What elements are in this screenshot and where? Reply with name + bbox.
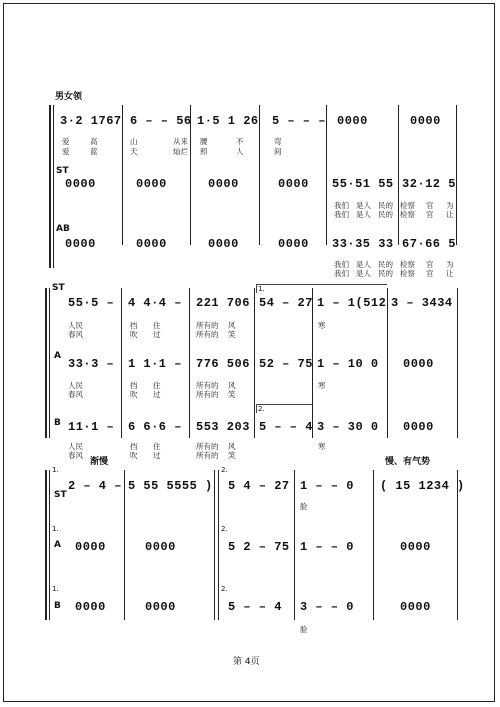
lyric: 是人 bbox=[356, 201, 371, 210]
st-m4: 0000 bbox=[278, 177, 309, 191]
lyric: 住 bbox=[153, 442, 161, 451]
volta-number: 1. bbox=[52, 466, 59, 474]
a-m4: 52 – 75 bbox=[259, 357, 313, 371]
lyric: 是人 bbox=[356, 269, 371, 278]
lyric: 脸 bbox=[300, 502, 308, 511]
lyric: 挡 bbox=[130, 321, 138, 330]
barline bbox=[398, 105, 399, 245]
system-bracket bbox=[45, 470, 47, 620]
st-m1: 0000 bbox=[65, 177, 96, 191]
lyric: 笑 bbox=[228, 451, 236, 460]
lyric: 寒 bbox=[318, 442, 326, 451]
lyric: 灿烂 bbox=[173, 147, 188, 156]
volta-number: 1. bbox=[52, 585, 59, 593]
lyric: 挡 bbox=[130, 381, 138, 390]
volta-number: 2. bbox=[221, 525, 228, 533]
a-m5: 0000 bbox=[400, 540, 431, 554]
lead-m5: 0000 bbox=[337, 114, 368, 128]
lyric: 风 bbox=[228, 321, 236, 330]
barline bbox=[218, 470, 219, 620]
voice-label-a: A bbox=[54, 540, 61, 550]
a-m2: 0000 bbox=[145, 540, 176, 554]
lyric: 过 bbox=[153, 330, 161, 339]
b-m4: 5 – – 4 bbox=[259, 420, 313, 434]
lyric: 官 bbox=[426, 201, 434, 210]
b-m2: 6 6·6 – bbox=[128, 420, 182, 434]
voice-label-b: B bbox=[54, 418, 61, 428]
lyric: 吹 bbox=[130, 390, 138, 399]
ab-m3: 0000 bbox=[208, 237, 239, 251]
b-m6: 0000 bbox=[403, 420, 434, 434]
lyric: 所有的 bbox=[196, 381, 219, 390]
st-m4: 1 – – 0 bbox=[300, 479, 354, 493]
lyric: 住 bbox=[153, 321, 161, 330]
barline bbox=[387, 288, 388, 438]
st-m1: 2 – 4 – bbox=[68, 479, 122, 493]
lead-m1: 3·2 1767 bbox=[60, 114, 122, 128]
lyric: 春风 bbox=[68, 390, 83, 399]
b-m1: 0000 bbox=[75, 600, 106, 614]
b-m3: 5 – – 4 bbox=[228, 600, 282, 614]
a-m3: 776 506 bbox=[196, 357, 250, 371]
system-barline-start bbox=[49, 288, 50, 438]
lyric: 笑 bbox=[228, 390, 236, 399]
barline bbox=[124, 470, 125, 620]
barline bbox=[294, 470, 295, 620]
lyric: 人民 bbox=[68, 381, 83, 390]
lyric: 让 bbox=[446, 269, 454, 278]
lyric: 所有的 bbox=[196, 321, 219, 330]
volta-number: 1. bbox=[258, 285, 265, 293]
st-m2: 0000 bbox=[136, 177, 167, 191]
lyric: 所有的 bbox=[196, 390, 219, 399]
lyric: 过 bbox=[153, 451, 161, 460]
expression-mark: 慢、有气势 bbox=[385, 457, 431, 467]
intro-label: 男女领 bbox=[55, 92, 83, 102]
lyric: 蓝 bbox=[90, 147, 98, 156]
st-m6: 3 – 3434 bbox=[391, 296, 453, 310]
barline bbox=[189, 288, 190, 438]
st-m1: 55·5 – bbox=[68, 296, 115, 310]
lead-m2: 6 – – 56 bbox=[130, 114, 192, 128]
a-m6: 0000 bbox=[403, 357, 434, 371]
voice-label-ab: AB bbox=[56, 224, 70, 234]
b-m5: 0000 bbox=[400, 600, 431, 614]
barline bbox=[373, 470, 374, 620]
b-m2: 0000 bbox=[145, 600, 176, 614]
lyric: 民的 bbox=[378, 210, 393, 219]
voice-label-st: ST bbox=[54, 490, 67, 500]
volta-number: 2. bbox=[221, 585, 228, 593]
barline bbox=[457, 288, 458, 438]
a-m5: 1 – 10 0 bbox=[317, 357, 379, 371]
b-m3: 553 203 bbox=[196, 420, 250, 434]
st-m3: 221 706 bbox=[196, 296, 250, 310]
lyric: 高 bbox=[90, 137, 98, 146]
lyric: 检察 bbox=[400, 260, 415, 269]
lyric: 官 bbox=[426, 210, 434, 219]
lyric: 风 bbox=[228, 442, 236, 451]
st-m3: 0000 bbox=[208, 177, 239, 191]
voice-label-b: B bbox=[54, 601, 61, 611]
lyric: 官 bbox=[426, 269, 434, 278]
st-m4: 54 – 27 bbox=[259, 296, 313, 310]
a-m2: 1 1·1 – bbox=[128, 357, 182, 371]
lyric: 爱 bbox=[62, 137, 70, 146]
lead-m4: 5 – – – bbox=[272, 114, 326, 128]
b-m4: 3 – – 0 bbox=[300, 600, 354, 614]
lyric: 为 bbox=[446, 260, 454, 269]
volta-number: 2. bbox=[258, 405, 265, 413]
lyric: 我们 bbox=[334, 210, 349, 219]
lyric: 所有的 bbox=[196, 451, 219, 460]
lyric: 民的 bbox=[378, 201, 393, 210]
lead-m3: 1·5 1 26 bbox=[197, 114, 259, 128]
barline bbox=[214, 470, 215, 620]
lyric: 所有的 bbox=[196, 442, 219, 451]
st-m5: ( 15 1234 ) bbox=[380, 479, 465, 493]
lyric: 检察 bbox=[400, 210, 415, 219]
ab-m5: 33·35 33 bbox=[332, 237, 394, 251]
voice-label-st: ST bbox=[56, 166, 69, 176]
lyric: 春风 bbox=[68, 451, 83, 460]
lyric: 为 bbox=[446, 201, 454, 210]
lyric: 不 bbox=[236, 137, 244, 146]
ab-m2: 0000 bbox=[136, 237, 167, 251]
a-m1: 33·3 – bbox=[68, 357, 115, 371]
barline bbox=[456, 105, 457, 245]
page-number: 第 4页 bbox=[233, 657, 260, 667]
ab-m1: 0000 bbox=[65, 237, 96, 251]
voice-label-a: A bbox=[54, 351, 61, 361]
barline bbox=[121, 288, 122, 438]
score-page bbox=[3, 3, 495, 702]
lyric: 我们 bbox=[334, 201, 349, 210]
barline bbox=[122, 105, 123, 245]
lyric: 让 bbox=[446, 210, 454, 219]
volta-number: 2. bbox=[221, 466, 228, 474]
ab-m6: 67·66 5 bbox=[402, 237, 456, 251]
lyric: 民的 bbox=[378, 260, 393, 269]
barline bbox=[259, 105, 260, 245]
system-bracket bbox=[49, 105, 51, 268]
lyric: 是人 bbox=[356, 260, 371, 269]
lyric: 我们 bbox=[334, 260, 349, 269]
barline bbox=[254, 288, 255, 438]
lyric: 爱 bbox=[62, 147, 70, 156]
a-m4: 1 – – 0 bbox=[300, 540, 354, 554]
lyric: 检察 bbox=[400, 201, 415, 210]
barline bbox=[326, 105, 327, 245]
st-m2: 5 55 5555 ) bbox=[128, 479, 213, 493]
lyric: 寒 bbox=[318, 321, 326, 330]
voice-label-st: ST bbox=[52, 283, 65, 293]
lyric: 间 bbox=[274, 147, 282, 156]
lyric: 过 bbox=[153, 390, 161, 399]
volta-bracket-1 bbox=[256, 284, 387, 293]
lyric: 我们 bbox=[334, 269, 349, 278]
lyric: 腰 bbox=[200, 137, 208, 146]
st-m5: 1 – 1(512 bbox=[317, 296, 387, 310]
a-m1: 0000 bbox=[75, 540, 106, 554]
lyric: 寒 bbox=[318, 381, 326, 390]
lyric: 山 bbox=[130, 137, 138, 146]
lyric: 脸 bbox=[300, 625, 308, 634]
lyric: 吹 bbox=[130, 451, 138, 460]
lyric: 天 bbox=[130, 147, 138, 156]
lyric: 照 bbox=[200, 147, 208, 156]
a-m3: 5 2 – 75 bbox=[228, 540, 290, 554]
b-m1: 11·1 – bbox=[68, 420, 115, 434]
lyric: 所有的 bbox=[196, 330, 219, 339]
lyric: 人 bbox=[236, 147, 244, 156]
system-bracket bbox=[45, 288, 47, 438]
lyric: 弯 bbox=[274, 137, 282, 146]
lyric: 从来 bbox=[173, 137, 188, 146]
st-m6: 32·12 5 bbox=[402, 177, 456, 191]
lyric: 笑 bbox=[228, 330, 236, 339]
b-m5: 3 – 30 0 bbox=[317, 420, 379, 434]
lyric: 挡 bbox=[130, 442, 138, 451]
lyric: 人民 bbox=[68, 442, 83, 451]
lyric: 检察 bbox=[400, 269, 415, 278]
lyric: 是人 bbox=[356, 210, 371, 219]
ab-m4: 0000 bbox=[278, 237, 309, 251]
st-m5: 55·51 55 bbox=[332, 177, 394, 191]
lyric: 民的 bbox=[378, 269, 393, 278]
lyric: 官 bbox=[426, 260, 434, 269]
system-barline-start bbox=[49, 470, 50, 620]
lyric: 吹 bbox=[130, 330, 138, 339]
lyric: 人民 bbox=[68, 321, 83, 330]
st-m3: 5 4 – 27 bbox=[228, 479, 290, 493]
lyric: 风 bbox=[228, 381, 236, 390]
system-barline-start bbox=[53, 105, 54, 268]
lyric: 春风 bbox=[68, 330, 83, 339]
lyric: 住 bbox=[153, 381, 161, 390]
expression-mark: 渐慢 bbox=[90, 457, 109, 467]
lead-m6: 0000 bbox=[410, 114, 441, 128]
st-m2: 4 4·4 – bbox=[128, 296, 182, 310]
volta-number: 1. bbox=[52, 525, 59, 533]
